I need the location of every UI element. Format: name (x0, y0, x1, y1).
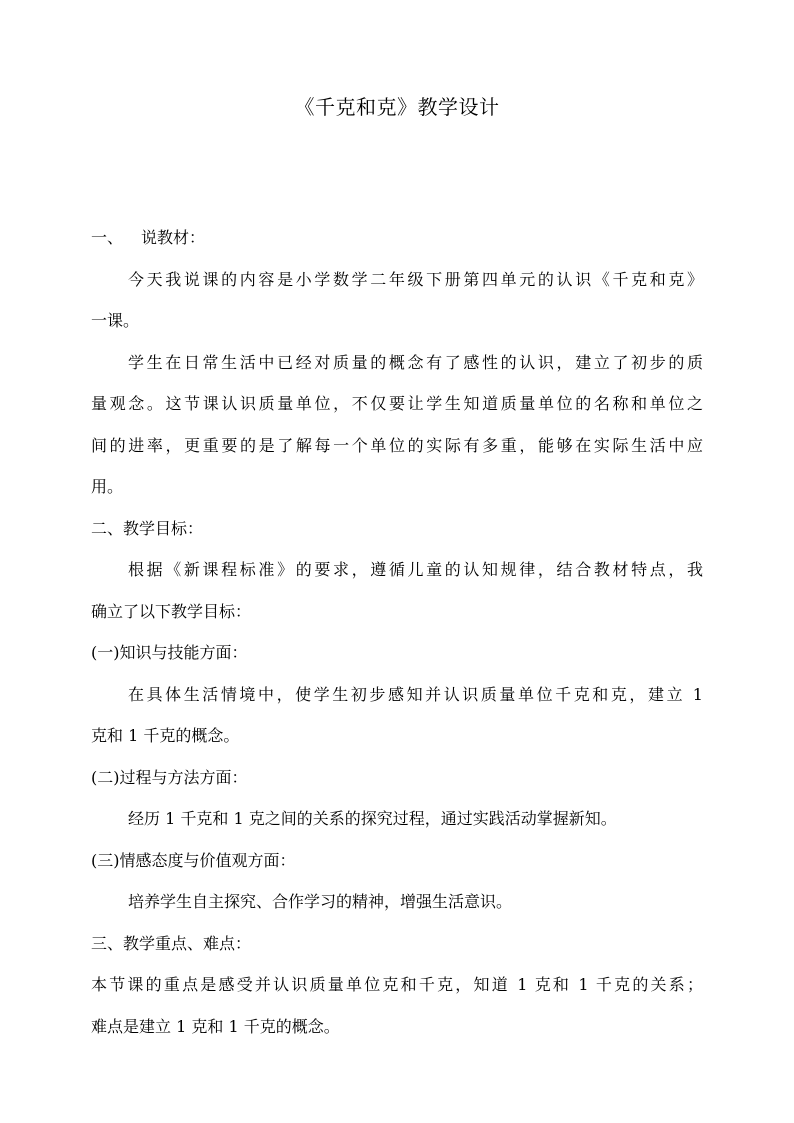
goal-3-heading: (三)情感态度与价值观方面： (91, 850, 296, 870)
section-3-line-2: 难点是建立 1 克和 1 千克的概念。 (91, 1016, 340, 1036)
section-1-paragraph-2-line-2: 量观念。这节课认识质量单位，不仅要让学生知道质量单位的名称和单位之 (91, 394, 703, 413)
section-3-heading: 三、教学重点、难点： (91, 933, 252, 953)
section-1-number: 一、 (91, 228, 124, 247)
section-1-heading (91, 217, 703, 259)
goal-3-line-1: 培养学生自主探究、合作学习的精神，增强生活意识。 (128, 892, 513, 911)
section-1-title: 说教材： (141, 228, 206, 247)
section-1-paragraph-1-line-2: 一课。 (91, 311, 140, 330)
section-2-intro-line-1: 根据《新课程标准》的要求，遵循儿童的认知规律，结合教材特点，我 (128, 560, 703, 579)
goal-2-line-1: 经历 1 千克和 1 克之间的关系的探究过程，通过实践活动掌握新知。 (128, 809, 617, 828)
goal-1-heading: (一)知识与技能方面： (91, 643, 248, 662)
section-3-line-1: 本节课的重点是感受并认识质量单位克和千克，知道 1 克和 1 千克的关系； (91, 975, 703, 994)
section-2-heading: 二、教学目标： (91, 518, 204, 538)
section-1-paragraph-2-line-1: 学生在日常生活中已经对质量的概念有了感性的认识，建立了初步的质 (128, 352, 703, 372)
goal-1-line-2: 克和 1 千克的概念。 (91, 726, 240, 745)
section-1-paragraph-2-line-3: 间的进率，更重要的是了解每一个单位的实际有多重，能够在实际生活中应 (91, 435, 703, 455)
document-body (91, 217, 703, 1047)
section-1-paragraph-1-line-1: 今天我说课的内容是小学数学二年级下册第四单元的认识《千克和克》 (128, 269, 703, 289)
document-title: 《千克和克》教学设计 (294, 95, 500, 119)
section-1-paragraph-2-line-4: 用。 (91, 477, 124, 496)
section-2-intro-line-2: 确立了以下教学目标： (91, 601, 252, 621)
goal-1-line-1: 在具体生活情境中，使学生初步感知并认识质量单位千克和克，建立 1 (128, 684, 703, 704)
goal-2-heading: (二)过程与方法方面： (91, 767, 248, 787)
